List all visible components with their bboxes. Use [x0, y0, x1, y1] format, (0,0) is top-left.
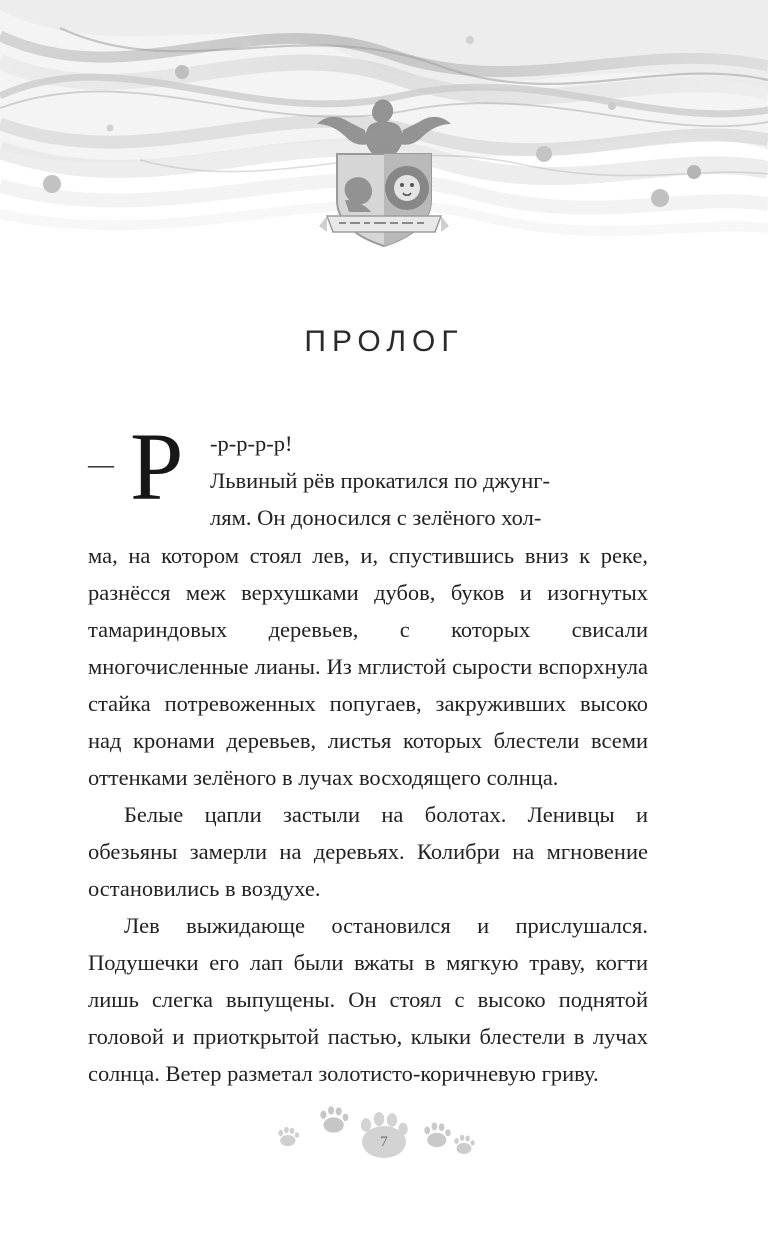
drop-cap-letter: Р — [130, 413, 184, 520]
page-number: 7 — [380, 1134, 388, 1150]
chapter-title: ПРОЛОГ — [304, 325, 464, 358]
opening-line: -р-р-р-р! — [210, 431, 293, 456]
body-text — [88, 413, 648, 1092]
dropcap-wrap-line-2: лям. Он доносился с зелёного хол- — [210, 505, 542, 530]
em-dash: — — [88, 450, 114, 479]
dropcap-paragraph — [88, 413, 648, 537]
paragraph-1: ма, на котором стоял лев, и, спустившись вниз к реке, разнёсся меж верхушками дубов, буков и изогнутых тамариндовых деревьев, с которых свисали многочисленные лианы. Из мглистой сырости вспорхнула стайка потревоженных попугаев, закруживших высоко над кронами деревьев, листья которых блестели всеми оттенками зелёного в лучах восходящего солнца. — [88, 543, 648, 790]
paragraph-3: Лев выжидающе остановился и прислушался. Подушечки его лап были вжаты в мягкую траву, когти лишь слегка выпущены. Он стоял с высоко поднятой головой и приоткрытой пастью, клыки блестели в лучах солнца. Ветер разметал золотисто-коричневую гриву. — [88, 913, 648, 1086]
paw-prints-footer — [0, 1102, 768, 1182]
paragraph-2: Белые цапли застыли на болотах. Ленивцы и обезьяны замерли на деревьях. Колибри на мгновение остановились в воздухе. — [88, 802, 648, 901]
heraldic-crest-icon — [309, 96, 459, 256]
dropcap-wrap-line-1: Львиный рёв прокатился по джунг- — [210, 468, 551, 493]
